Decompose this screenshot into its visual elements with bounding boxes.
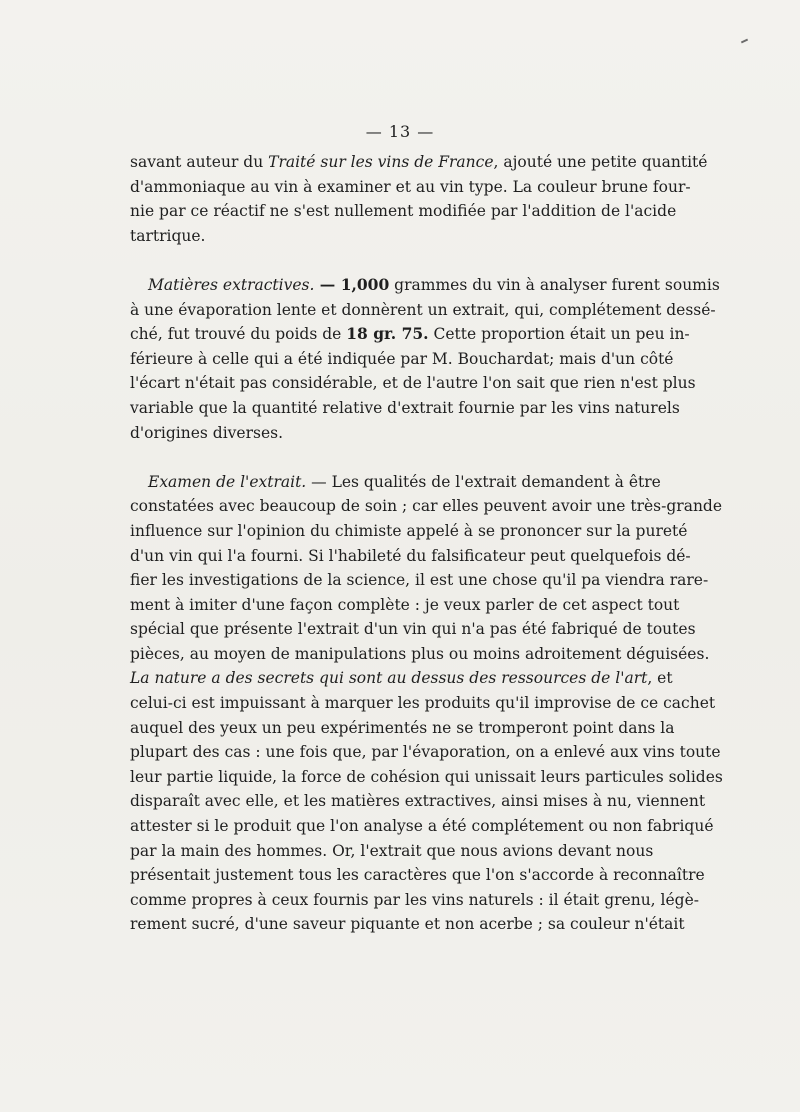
text-line <box>130 568 709 593</box>
ink-mark <box>741 39 748 44</box>
text-line <box>130 421 650 446</box>
italic-run: Traité sur les vins de France <box>268 153 494 171</box>
text-line <box>130 814 714 839</box>
text-run: ché, fut trouvé du poids de <box>130 325 347 344</box>
text-line <box>130 470 661 495</box>
paragraph-gap <box>130 248 650 273</box>
text-line <box>130 298 716 323</box>
text-run: constatées avec beaucoup de soin ; car elles peuvent avoir une très-grande <box>130 497 723 516</box>
text-line <box>130 617 696 642</box>
text-run: ment à imiter d'une façon complète : je veux parler de cet aspect tout <box>130 595 680 614</box>
body-text <box>130 150 723 937</box>
text-line <box>130 765 723 790</box>
text-run: — Les qualités de l'extrait demandent à être <box>306 472 661 491</box>
text-run: , ajouté une petite quantité <box>493 153 708 171</box>
text-line <box>130 691 716 716</box>
text-run: comme propres à ceux fournis par les vins naturels : il était grenu, légè- <box>130 890 699 909</box>
text-line <box>130 642 710 667</box>
text-run: attester si le produit que l'on analyse a été complétement ou non fabriqué <box>130 817 714 836</box>
text-line <box>130 494 723 519</box>
text-run: disparaît avec elle, et les matières extractives, ainsi mises à nu, viennent <box>130 792 706 811</box>
text-line <box>130 175 691 200</box>
text-run: tartrique. <box>130 226 206 245</box>
text-run: férieure à celle qui a été indiquée par M. Bouchardat; mais d'un côté <box>130 349 674 368</box>
text-run: variable que la quantité relative d'extrait fournie par les vins naturels <box>130 398 680 417</box>
page-number: — 13 — <box>365 122 435 141</box>
text-line <box>130 593 680 618</box>
text-line <box>130 224 650 249</box>
text-run: spécial que présente l'extrait d'un vin qui n'a pas été fabriqué de toutes <box>130 620 696 639</box>
text-run: pièces, au moyen de manipulations plus ou moins adroitement déguisées. <box>130 644 710 663</box>
text-run: , et <box>647 669 673 688</box>
text-run: rement sucré, d'une saveur piquante et non acerbe ; sa couleur n'était <box>130 915 685 934</box>
text-line <box>130 863 705 888</box>
paragraph <box>130 470 723 937</box>
text-line <box>130 740 721 765</box>
text-line <box>130 839 654 864</box>
text-line <box>130 150 708 175</box>
text-line <box>130 273 720 298</box>
text-run: par la main des hommes. Or, l'extrait que nous avions devant nous <box>130 841 654 860</box>
text-line <box>130 888 699 913</box>
text-run: leur partie liquide, la force de cohésion qui unissait leurs particules solides <box>130 767 723 786</box>
paragraph-gap <box>130 445 650 470</box>
text-run: auquel des yeux un peu expérimentés ne se tromperont point dans la <box>130 718 675 737</box>
text-run: savant auteur du <box>130 153 269 171</box>
text-run: plupart des cas : une fois que, par l'évaporation, on a enlevé aux vins toute <box>130 743 721 762</box>
text-run: nie par ce réactif ne s'est nullement modifiée par l'addition de l'acide <box>130 202 677 221</box>
text-run: à une évaporation lente et donnèrent un extrait, qui, complétement dessé- <box>130 300 716 319</box>
text-run: d'un vin qui l'a fourni. Si l'habileté du falsificateur peut quelquefois dé- <box>130 546 691 565</box>
text-line <box>130 371 696 396</box>
text-line <box>130 912 685 937</box>
text-line <box>130 716 675 741</box>
italic-run: Matières extractives. <box>148 275 315 294</box>
bold-run: — 1,000 <box>314 274 390 294</box>
text-line <box>130 396 680 421</box>
paragraph <box>130 273 720 445</box>
text-run: celui-ci est impuissant à marquer les produits qu'il improvise de ce cachet <box>130 694 716 713</box>
text-line <box>130 199 677 224</box>
text-line <box>130 666 673 691</box>
paragraph <box>130 150 708 248</box>
italic-run: Examen de l'extrait. <box>148 472 307 491</box>
text-run: d'ammoniaque au vin à examiner et au vin type. La couleur brune four- <box>130 177 691 196</box>
text-run: fier les investigations de la science, il est une chose qu'il pa viendra rare- <box>130 571 709 590</box>
text-line <box>130 322 690 347</box>
text-run: Cette proportion était un peu in- <box>428 325 690 344</box>
bold-run: 18 gr. 75. <box>346 324 429 344</box>
text-line <box>130 519 688 544</box>
text-line <box>130 789 706 814</box>
text-line <box>130 347 674 372</box>
text-run: influence sur l'opinion du chimiste appelé à se prononcer sur la pureté <box>130 521 688 540</box>
text-run: l'écart n'était pas considérable, et de l'autre l'on sait que rien n'est plus <box>130 374 696 393</box>
italic-run: La nature a des secrets qui sont au dessus des ressources de l'art <box>130 669 648 688</box>
text-run: présentait justement tous les caractères que l'on s'accorde à reconnaître <box>130 866 705 885</box>
text-line <box>130 544 691 569</box>
text-run: d'origines diverses. <box>130 423 284 442</box>
text-run: grammes du vin à analyser furent soumis <box>389 275 720 294</box>
